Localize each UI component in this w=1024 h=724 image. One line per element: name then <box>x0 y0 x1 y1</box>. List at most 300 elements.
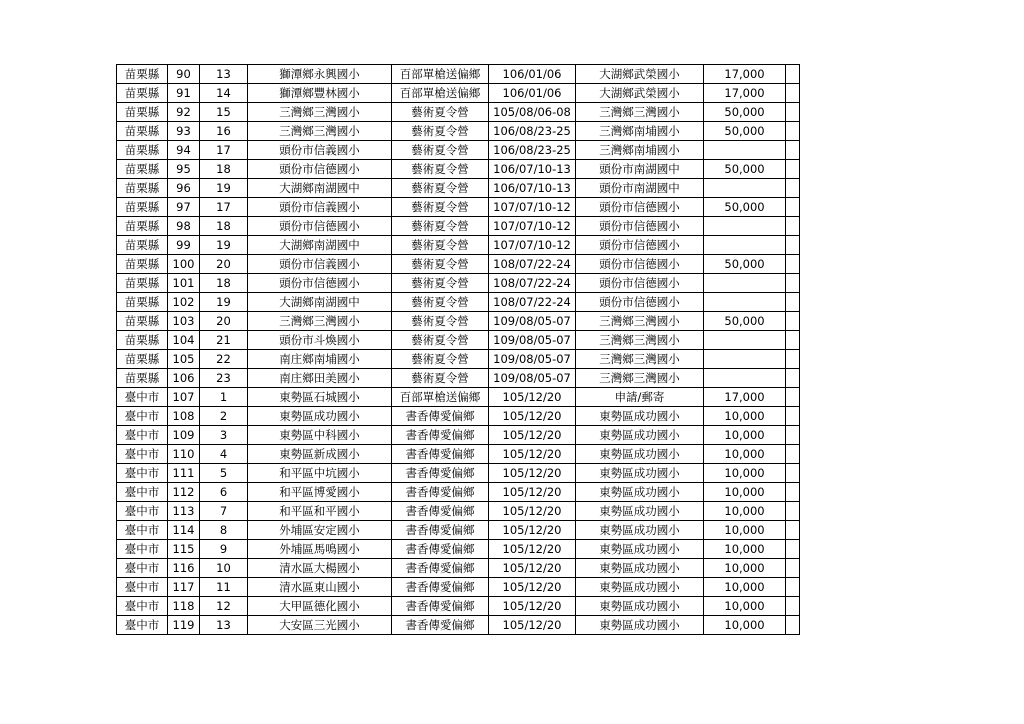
amount-cell <box>704 179 786 198</box>
serial-cell: 98 <box>168 217 200 236</box>
date-cell: 105/12/20 <box>489 502 576 521</box>
amount-cell <box>704 331 786 350</box>
activity-cell: 藝術夏令營 <box>392 293 489 312</box>
date-cell: 108/07/22-24 <box>489 293 576 312</box>
number-cell: 15 <box>200 103 248 122</box>
serial-cell: 119 <box>168 616 200 635</box>
county-cell: 臺中市 <box>117 483 168 502</box>
extra-cell <box>786 388 800 407</box>
date-cell: 105/12/20 <box>489 407 576 426</box>
table-row <box>117 255 800 274</box>
date-cell: 109/08/05-07 <box>489 369 576 388</box>
venue-cell: 頭份市信德國小 <box>576 236 704 255</box>
school-cell: 獅潭鄉豐林國小 <box>248 84 392 103</box>
serial-cell: 93 <box>168 122 200 141</box>
serial-cell: 103 <box>168 312 200 331</box>
amount-cell <box>704 369 786 388</box>
number-cell: 14 <box>200 84 248 103</box>
school-cell: 頭份市信義國小 <box>248 255 392 274</box>
county-cell: 苗栗縣 <box>117 160 168 179</box>
activity-cell: 藝術夏令營 <box>392 122 489 141</box>
extra-cell <box>786 407 800 426</box>
amount-cell: 50,000 <box>704 255 786 274</box>
venue-cell: 頭份市南湖國中 <box>576 160 704 179</box>
date-cell: 107/07/10-12 <box>489 198 576 217</box>
amount-cell: 10,000 <box>704 464 786 483</box>
serial-cell: 107 <box>168 388 200 407</box>
school-cell: 大甲區德化國小 <box>248 597 392 616</box>
number-cell: 22 <box>200 350 248 369</box>
table-row <box>117 369 800 388</box>
county-cell: 苗栗縣 <box>117 103 168 122</box>
school-cell: 三灣鄉三灣國小 <box>248 103 392 122</box>
school-cell: 清水區東山國小 <box>248 578 392 597</box>
date-cell: 105/12/20 <box>489 483 576 502</box>
activity-cell: 書香傳愛偏鄉 <box>392 426 489 445</box>
school-cell: 三灣鄉三灣國小 <box>248 312 392 331</box>
number-cell: 19 <box>200 293 248 312</box>
amount-cell: 17,000 <box>704 388 786 407</box>
county-cell: 臺中市 <box>117 521 168 540</box>
venue-cell: 頭份市南湖國中 <box>576 179 704 198</box>
extra-cell <box>786 502 800 521</box>
school-cell: 大安區三光國小 <box>248 616 392 635</box>
venue-cell: 東勢區成功國小 <box>576 445 704 464</box>
venue-cell: 大湖鄉武榮國小 <box>576 84 704 103</box>
table-row <box>117 84 800 103</box>
amount-cell: 10,000 <box>704 521 786 540</box>
date-cell: 106/01/06 <box>489 65 576 84</box>
school-cell: 和平區和平國小 <box>248 502 392 521</box>
date-cell: 105/12/20 <box>489 540 576 559</box>
table-row <box>117 426 800 445</box>
county-cell: 苗栗縣 <box>117 65 168 84</box>
venue-cell: 申請/郵寄 <box>576 388 704 407</box>
serial-cell: 92 <box>168 103 200 122</box>
school-cell: 大湖鄉南湖國中 <box>248 293 392 312</box>
extra-cell <box>786 350 800 369</box>
school-cell: 頭份市信德國小 <box>248 217 392 236</box>
activity-cell: 書香傳愛偏鄉 <box>392 407 489 426</box>
venue-cell: 大湖鄉武榮國小 <box>576 65 704 84</box>
serial-cell: 111 <box>168 464 200 483</box>
county-cell: 苗栗縣 <box>117 179 168 198</box>
extra-cell <box>786 198 800 217</box>
school-cell: 頭份市信德國小 <box>248 160 392 179</box>
county-cell: 臺中市 <box>117 445 168 464</box>
date-cell: 107/07/10-12 <box>489 236 576 255</box>
serial-cell: 118 <box>168 597 200 616</box>
table-row <box>117 407 800 426</box>
extra-cell <box>786 464 800 483</box>
school-cell: 東勢區中科國小 <box>248 426 392 445</box>
county-cell: 苗栗縣 <box>117 198 168 217</box>
date-cell: 106/08/23-25 <box>489 141 576 160</box>
amount-cell: 50,000 <box>704 122 786 141</box>
table-row <box>117 217 800 236</box>
school-cell: 東勢區新成國小 <box>248 445 392 464</box>
date-cell: 108/07/22-24 <box>489 255 576 274</box>
amount-cell <box>704 217 786 236</box>
date-cell: 109/08/05-07 <box>489 312 576 331</box>
school-cell: 和平區博愛國小 <box>248 483 392 502</box>
activity-cell: 書香傳愛偏鄉 <box>392 559 489 578</box>
activity-cell: 藝術夏令營 <box>392 141 489 160</box>
table-row <box>117 236 800 255</box>
number-cell: 5 <box>200 464 248 483</box>
amount-cell <box>704 274 786 293</box>
amount-cell: 10,000 <box>704 502 786 521</box>
venue-cell: 三灣鄉三灣國小 <box>576 369 704 388</box>
serial-cell: 116 <box>168 559 200 578</box>
amount-cell: 50,000 <box>704 312 786 331</box>
extra-cell <box>786 274 800 293</box>
county-cell: 臺中市 <box>117 597 168 616</box>
extra-cell <box>786 84 800 103</box>
amount-cell: 10,000 <box>704 483 786 502</box>
amount-cell: 10,000 <box>704 578 786 597</box>
table-row <box>117 483 800 502</box>
date-cell: 109/08/05-07 <box>489 331 576 350</box>
amount-cell <box>704 236 786 255</box>
table-row <box>117 540 800 559</box>
date-cell: 108/07/22-24 <box>489 274 576 293</box>
serial-cell: 99 <box>168 236 200 255</box>
county-cell: 臺中市 <box>117 388 168 407</box>
activity-cell: 藝術夏令營 <box>392 369 489 388</box>
number-cell: 17 <box>200 141 248 160</box>
table-row <box>117 160 800 179</box>
serial-cell: 96 <box>168 179 200 198</box>
amount-cell: 10,000 <box>704 616 786 635</box>
extra-cell <box>786 103 800 122</box>
school-cell: 清水區大楊國小 <box>248 559 392 578</box>
number-cell: 18 <box>200 160 248 179</box>
table-body <box>117 65 800 635</box>
table-row <box>117 559 800 578</box>
activity-cell: 書香傳愛偏鄉 <box>392 597 489 616</box>
number-cell: 13 <box>200 616 248 635</box>
table-row <box>117 65 800 84</box>
school-cell: 東勢區石城國小 <box>248 388 392 407</box>
school-cell: 獅潭鄉永興國小 <box>248 65 392 84</box>
number-cell: 10 <box>200 559 248 578</box>
amount-cell: 10,000 <box>704 559 786 578</box>
county-cell: 臺中市 <box>117 616 168 635</box>
serial-cell: 108 <box>168 407 200 426</box>
county-cell: 臺中市 <box>117 559 168 578</box>
table-row <box>117 312 800 331</box>
venue-cell: 三灣鄉三灣國小 <box>576 350 704 369</box>
school-cell: 頭份市信義國小 <box>248 198 392 217</box>
activity-cell: 藝術夏令營 <box>392 236 489 255</box>
number-cell: 12 <box>200 597 248 616</box>
date-cell: 106/01/06 <box>489 84 576 103</box>
number-cell: 20 <box>200 312 248 331</box>
venue-cell: 東勢區成功國小 <box>576 540 704 559</box>
date-cell: 106/07/10-13 <box>489 160 576 179</box>
serial-cell: 117 <box>168 578 200 597</box>
table-row <box>117 198 800 217</box>
extra-cell <box>786 160 800 179</box>
table-row <box>117 331 800 350</box>
serial-cell: 110 <box>168 445 200 464</box>
table-row <box>117 122 800 141</box>
extra-cell <box>786 559 800 578</box>
activity-cell: 書香傳愛偏鄉 <box>392 616 489 635</box>
activity-cell: 藝術夏令營 <box>392 179 489 198</box>
county-cell: 苗栗縣 <box>117 255 168 274</box>
amount-cell: 10,000 <box>704 426 786 445</box>
activity-cell: 書香傳愛偏鄉 <box>392 464 489 483</box>
amount-cell: 10,000 <box>704 445 786 464</box>
county-cell: 苗栗縣 <box>117 331 168 350</box>
county-cell: 臺中市 <box>117 464 168 483</box>
table-row <box>117 179 800 198</box>
amount-cell <box>704 141 786 160</box>
activity-cell: 書香傳愛偏鄉 <box>392 540 489 559</box>
serial-cell: 101 <box>168 274 200 293</box>
number-cell: 7 <box>200 502 248 521</box>
venue-cell: 東勢區成功國小 <box>576 502 704 521</box>
number-cell: 11 <box>200 578 248 597</box>
date-cell: 105/08/06-08 <box>489 103 576 122</box>
table-row <box>117 350 800 369</box>
table-row <box>117 578 800 597</box>
amount-cell: 17,000 <box>704 84 786 103</box>
activity-cell: 藝術夏令營 <box>392 274 489 293</box>
date-cell: 106/07/10-13 <box>489 179 576 198</box>
number-cell: 1 <box>200 388 248 407</box>
county-cell: 苗栗縣 <box>117 122 168 141</box>
activity-cell: 書香傳愛偏鄉 <box>392 521 489 540</box>
amount-cell: 10,000 <box>704 540 786 559</box>
venue-cell: 頭份市信德國小 <box>576 274 704 293</box>
number-cell: 16 <box>200 122 248 141</box>
serial-cell: 105 <box>168 350 200 369</box>
amount-cell: 10,000 <box>704 597 786 616</box>
activity-cell: 藝術夏令營 <box>392 255 489 274</box>
extra-cell <box>786 65 800 84</box>
school-cell: 頭份市信德國小 <box>248 274 392 293</box>
table-row <box>117 274 800 293</box>
number-cell: 2 <box>200 407 248 426</box>
number-cell: 4 <box>200 445 248 464</box>
date-cell: 105/12/20 <box>489 445 576 464</box>
table-row <box>117 293 800 312</box>
date-cell: 107/07/10-12 <box>489 217 576 236</box>
venue-cell: 三灣鄉三灣國小 <box>576 312 704 331</box>
school-cell: 大湖鄉南湖國中 <box>248 179 392 198</box>
extra-cell <box>786 236 800 255</box>
amount-cell <box>704 350 786 369</box>
amount-cell: 50,000 <box>704 103 786 122</box>
number-cell: 23 <box>200 369 248 388</box>
activity-cell: 藝術夏令營 <box>392 198 489 217</box>
number-cell: 20 <box>200 255 248 274</box>
date-cell: 105/12/20 <box>489 616 576 635</box>
county-cell: 苗栗縣 <box>117 369 168 388</box>
serial-cell: 95 <box>168 160 200 179</box>
serial-cell: 100 <box>168 255 200 274</box>
amount-cell: 17,000 <box>704 65 786 84</box>
number-cell: 8 <box>200 521 248 540</box>
venue-cell: 三灣鄉三灣國小 <box>576 103 704 122</box>
venue-cell: 東勢區成功國小 <box>576 407 704 426</box>
date-cell: 105/12/20 <box>489 578 576 597</box>
county-cell: 苗栗縣 <box>117 217 168 236</box>
table-row <box>117 521 800 540</box>
activity-cell: 書香傳愛偏鄉 <box>392 445 489 464</box>
serial-cell: 102 <box>168 293 200 312</box>
number-cell: 18 <box>200 217 248 236</box>
date-cell: 105/12/20 <box>489 597 576 616</box>
amount-cell: 50,000 <box>704 160 786 179</box>
extra-cell <box>786 521 800 540</box>
activity-cell: 藝術夏令營 <box>392 160 489 179</box>
county-cell: 臺中市 <box>117 540 168 559</box>
county-cell: 苗栗縣 <box>117 293 168 312</box>
serial-cell: 90 <box>168 65 200 84</box>
activity-cell: 百部單槍送偏鄉 <box>392 65 489 84</box>
date-cell: 105/12/20 <box>489 388 576 407</box>
extra-cell <box>786 217 800 236</box>
extra-cell <box>786 255 800 274</box>
date-cell: 105/12/20 <box>489 426 576 445</box>
number-cell: 3 <box>200 426 248 445</box>
table-row <box>117 141 800 160</box>
county-cell: 臺中市 <box>117 502 168 521</box>
activity-cell: 藝術夏令營 <box>392 103 489 122</box>
venue-cell: 東勢區成功國小 <box>576 559 704 578</box>
county-cell: 臺中市 <box>117 578 168 597</box>
venue-cell: 頭份市信德國小 <box>576 255 704 274</box>
number-cell: 19 <box>200 179 248 198</box>
county-cell: 苗栗縣 <box>117 312 168 331</box>
school-cell: 外埔區安定國小 <box>248 521 392 540</box>
venue-cell: 東勢區成功國小 <box>576 426 704 445</box>
venue-cell: 東勢區成功國小 <box>576 521 704 540</box>
number-cell: 6 <box>200 483 248 502</box>
venue-cell: 東勢區成功國小 <box>576 464 704 483</box>
amount-cell: 10,000 <box>704 407 786 426</box>
extra-cell <box>786 597 800 616</box>
extra-cell <box>786 293 800 312</box>
extra-cell <box>786 122 800 141</box>
serial-cell: 109 <box>168 426 200 445</box>
table-row <box>117 103 800 122</box>
extra-cell <box>786 540 800 559</box>
activity-cell: 百部單槍送偏鄉 <box>392 388 489 407</box>
table-row <box>117 445 800 464</box>
venue-cell: 三灣鄉南埔國小 <box>576 122 704 141</box>
serial-cell: 104 <box>168 331 200 350</box>
school-cell: 南庄鄉南埔國小 <box>248 350 392 369</box>
school-cell: 三灣鄉三灣國小 <box>248 122 392 141</box>
table-row <box>117 597 800 616</box>
activity-cell: 藝術夏令營 <box>392 217 489 236</box>
table-row <box>117 388 800 407</box>
number-cell: 18 <box>200 274 248 293</box>
table-row <box>117 464 800 483</box>
activity-cell: 藝術夏令營 <box>392 350 489 369</box>
extra-cell <box>786 616 800 635</box>
extra-cell <box>786 179 800 198</box>
extra-cell <box>786 426 800 445</box>
extra-cell <box>786 483 800 502</box>
number-cell: 21 <box>200 331 248 350</box>
serial-cell: 114 <box>168 521 200 540</box>
activity-cell: 百部單槍送偏鄉 <box>392 84 489 103</box>
number-cell: 9 <box>200 540 248 559</box>
venue-cell: 東勢區成功國小 <box>576 483 704 502</box>
serial-cell: 106 <box>168 369 200 388</box>
venue-cell: 三灣鄉南埔國小 <box>576 141 704 160</box>
amount-cell <box>704 293 786 312</box>
extra-cell <box>786 312 800 331</box>
number-cell: 19 <box>200 236 248 255</box>
table-row <box>117 502 800 521</box>
activity-cell: 書香傳愛偏鄉 <box>392 578 489 597</box>
date-cell: 105/12/20 <box>489 521 576 540</box>
venue-cell: 頭份市信德國小 <box>576 293 704 312</box>
serial-cell: 97 <box>168 198 200 217</box>
county-cell: 苗栗縣 <box>117 274 168 293</box>
county-cell: 臺中市 <box>117 407 168 426</box>
extra-cell <box>786 445 800 464</box>
date-cell: 109/08/05-07 <box>489 350 576 369</box>
venue-cell: 東勢區成功國小 <box>576 597 704 616</box>
extra-cell <box>786 578 800 597</box>
activity-cell: 書香傳愛偏鄉 <box>392 502 489 521</box>
school-cell: 大湖鄉南湖國中 <box>248 236 392 255</box>
activity-cell: 藝術夏令營 <box>392 331 489 350</box>
extra-cell <box>786 141 800 160</box>
date-cell: 105/12/20 <box>489 559 576 578</box>
venue-cell: 東勢區成功國小 <box>576 578 704 597</box>
serial-cell: 113 <box>168 502 200 521</box>
school-cell: 東勢區成功國小 <box>248 407 392 426</box>
date-cell: 105/12/20 <box>489 464 576 483</box>
serial-cell: 94 <box>168 141 200 160</box>
table-row <box>117 616 800 635</box>
serial-cell: 91 <box>168 84 200 103</box>
venue-cell: 頭份市信德國小 <box>576 198 704 217</box>
number-cell: 17 <box>200 198 248 217</box>
serial-cell: 112 <box>168 483 200 502</box>
county-cell: 苗栗縣 <box>117 84 168 103</box>
county-cell: 苗栗縣 <box>117 141 168 160</box>
activity-cell: 藝術夏令營 <box>392 312 489 331</box>
number-cell: 13 <box>200 65 248 84</box>
school-cell: 和平區中坑國小 <box>248 464 392 483</box>
activity-cell: 書香傳愛偏鄉 <box>392 483 489 502</box>
school-cell: 頭份市信義國小 <box>248 141 392 160</box>
venue-cell: 東勢區成功國小 <box>576 616 704 635</box>
extra-cell <box>786 369 800 388</box>
amount-cell: 50,000 <box>704 198 786 217</box>
extra-cell <box>786 331 800 350</box>
school-cell: 頭份市斗煥國小 <box>248 331 392 350</box>
school-cell: 南庄鄉田美國小 <box>248 369 392 388</box>
county-cell: 苗栗縣 <box>117 350 168 369</box>
school-cell: 外埔區馬鳴國小 <box>248 540 392 559</box>
venue-cell: 頭份市信德國小 <box>576 217 704 236</box>
venue-cell: 三灣鄉三灣國小 <box>576 331 704 350</box>
date-cell: 106/08/23-25 <box>489 122 576 141</box>
county-cell: 苗栗縣 <box>117 236 168 255</box>
serial-cell: 115 <box>168 540 200 559</box>
